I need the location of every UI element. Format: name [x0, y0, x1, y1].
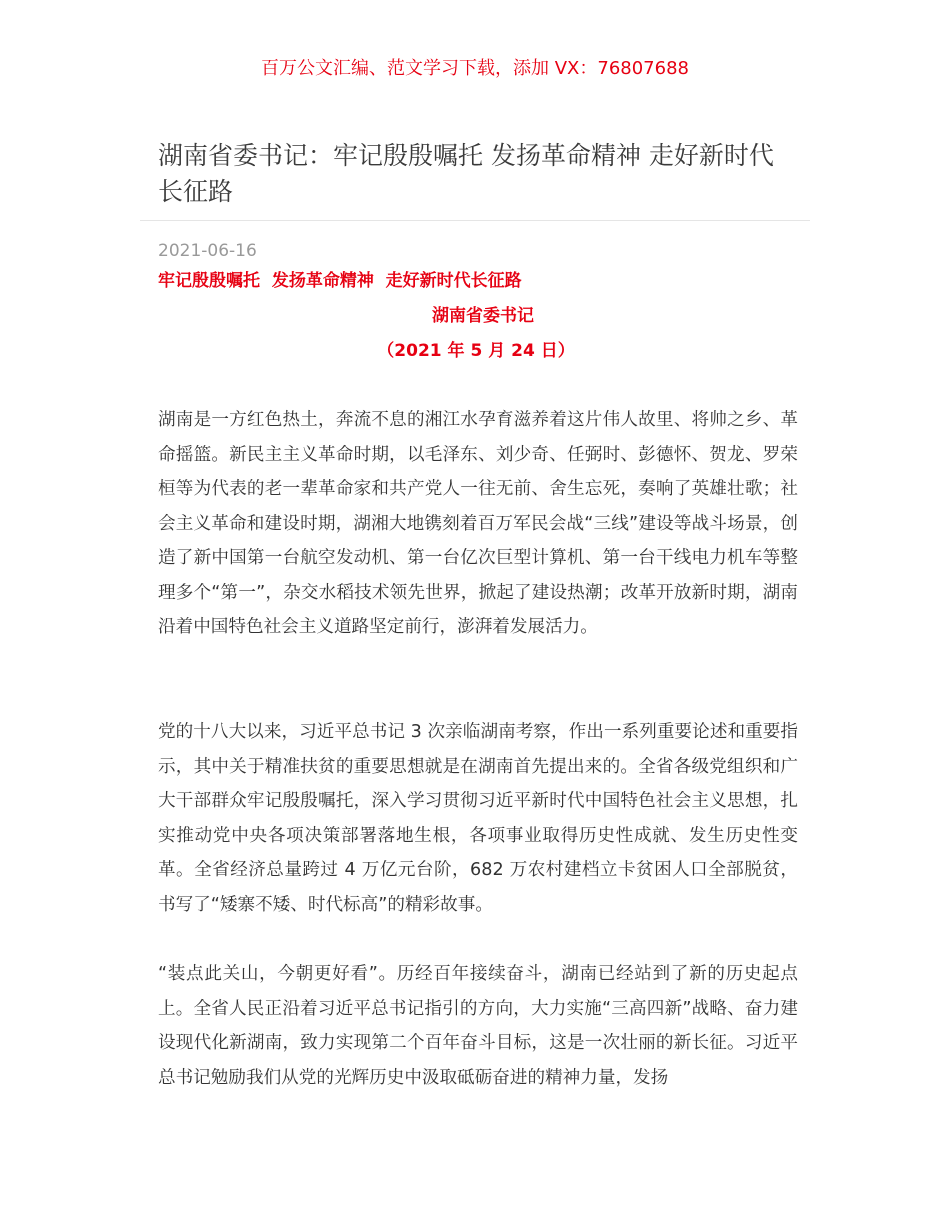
article-title: 湖南省委书记：牢记殷殷嘱托 发扬革命精神 走好新时代长征路 [158, 141, 774, 206]
promo-banner: 百万公文汇编、范文学习下载，添加 VX：76807688 [261, 58, 689, 79]
article-author-date: （2021 年 5 月 24 日） [377, 341, 575, 361]
title-divider [140, 220, 810, 221]
article-headline: 牢记殷殷嘱托 发扬革命精神 走好新时代长征路 [158, 271, 522, 291]
article-author: 湖南省委书记 [432, 306, 534, 326]
publish-date: 2021-06-16 [158, 241, 257, 261]
body-paragraph: 党的十八大以来，习近平总书记 3 次亲临湖南考察，作出一系列重要论述和重要指示，其中关于精准扶贫的重要思想就是在湖南首先提出来的。全省各级党组织和广大干部群众牢记殷殷嘱托，深入学习贯彻习近平新时代中国特色社会主义思想，扎实推动党中央各项决策部署落地生根，各项事业取得历史性成就、发生历史性变革。全省经济总量跨过 4 万亿元台阶，682 万农村建档立卡贫困人口全部脱贫，书写了“矮寨不矮、时代标高”的精彩故事。 [158, 722, 798, 915]
body-paragraph: “装点此关山，今朝更好看”。历经百年接续奋斗，湖南已经站到了新的历史起点上。全省人民正沿着习近平总书记指引的方向，大力实施“三高四新”战略、奋力建设现代化新湖南，致力实现第二个百年奋斗目标，这是一次壮丽的新长征。习近平总书记勉励我们从党的光辉历史中汲取砥砺奋进的精神力量，发扬 [158, 964, 798, 1088]
body-paragraph: 湖南是一方红色热土，奔流不息的湘江水孕育滋养着这片伟人故里、将帅之乡、革命摇篮。新民主主义革命时期，以毛泽东、刘少奇、任弼时、彭德怀、贺龙、罗荣桓等为代表的老一辈革命家和共产党人一往无前、舍生忘死，奏响了英雄壮歌；社会主义革命和建设时期，湖湘大地镌刻着百万军民会战“三线”建设等战斗场景，创造了新中国第一台航空发动机、第一台亿次巨型计算机、第一台干线电力机车等整理多个“第一”，杂交水稻技术领先世界，掀起了建设热潮；改革开放新时期，湖南沿着中国特色社会主义道路坚定前行，澎湃着发展活力。 [158, 410, 798, 637]
